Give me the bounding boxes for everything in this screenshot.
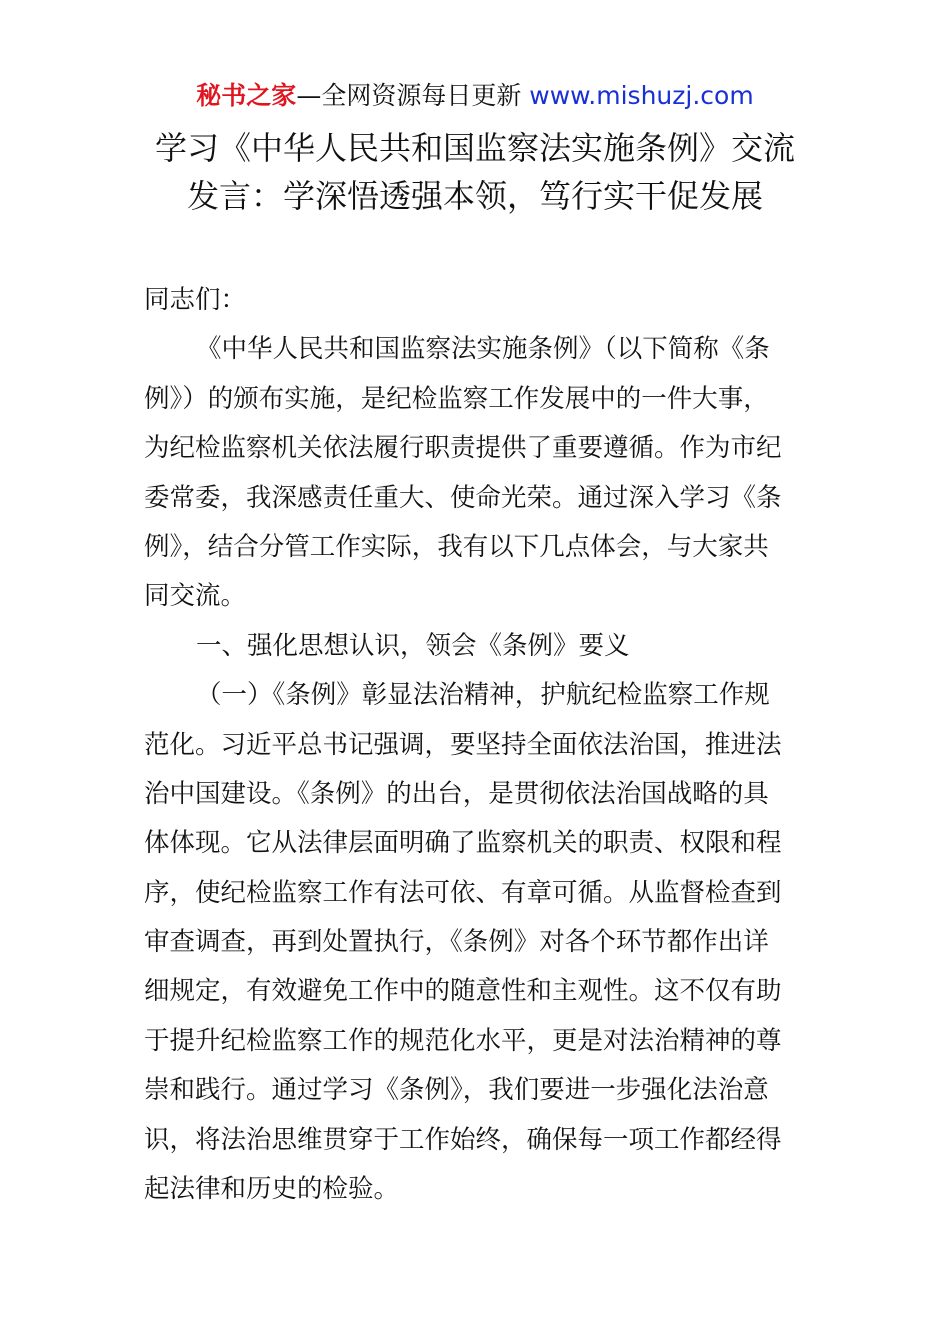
section-heading: 一、强化思想认识，领会《条例》要义 [196,630,630,661]
greeting: 同志们： [144,285,247,315]
paragraph-line: 序，使纪检监察工作有法可依、有章可循。从监督检查到 [144,877,782,908]
paragraph-line: 细规定，有效避免工作中的随意性和主观性。这不仅有助 [144,976,782,1007]
paragraph-line: 识，将法治思维贯穿于工作始终，确保每一项工作都经得 [144,1124,782,1155]
document-body [144,276,808,1214]
paragraph-line: 委常委，我深感责任重大、使命光荣。通过深入学习《条 [144,482,782,513]
site-url-link[interactable]: www.mishuzj.com [529,81,754,110]
paragraph-line: 治中国建设。《条例》的出台，是贯彻依法治国战略的具 [144,778,769,809]
paragraph-line: 审查调查，再到处置执行，《条例》对各个环节都作出详 [144,927,769,958]
paragraph-line: 起法律和历史的检验。 [144,1174,400,1205]
site-header [0,80,950,112]
paragraph-line: （一）《条例》彰显法治精神，护航纪检监察工作规 [196,680,770,711]
document-title [100,124,850,220]
paragraph-line: 《中华人民共和国监察法实施条例》（以下简称《条 [196,334,770,365]
paragraph-line: 范化。习近平总书记强调，要坚持全面依法治国，推进法 [144,729,782,760]
site-slogan: —全网资源每日更新 [296,81,530,110]
paragraph-line: 为纪检监察机关依法履行职责提供了重要遵循。作为市纪 [144,433,782,464]
title-line-2: 发言：学深悟透强本领，笃行实干促发展 [186,177,763,215]
paragraph-line: 例》，结合分管工作实际，我有以下几点体会，与大家共 [144,531,769,562]
paragraph-line: 于提升纪检监察工作的规范化水平，更是对法治精神的尊 [144,1025,782,1056]
paragraph-line: 同交流。 [144,581,247,612]
paragraph-line: 体体现。它从法律层面明确了监察机关的职责、权限和程 [144,828,782,859]
paragraph-line: 例》）的颁布实施，是纪检监察工作发展中的一件大事， [144,383,769,414]
title-line-1: 学习《中华人民共和国监察法实施条例》交流 [154,129,795,167]
site-brand: 秘书之家 [196,81,297,110]
paragraph-line: 崇和践行。通过学习《条例》，我们要进一步强化法治意 [144,1075,769,1106]
